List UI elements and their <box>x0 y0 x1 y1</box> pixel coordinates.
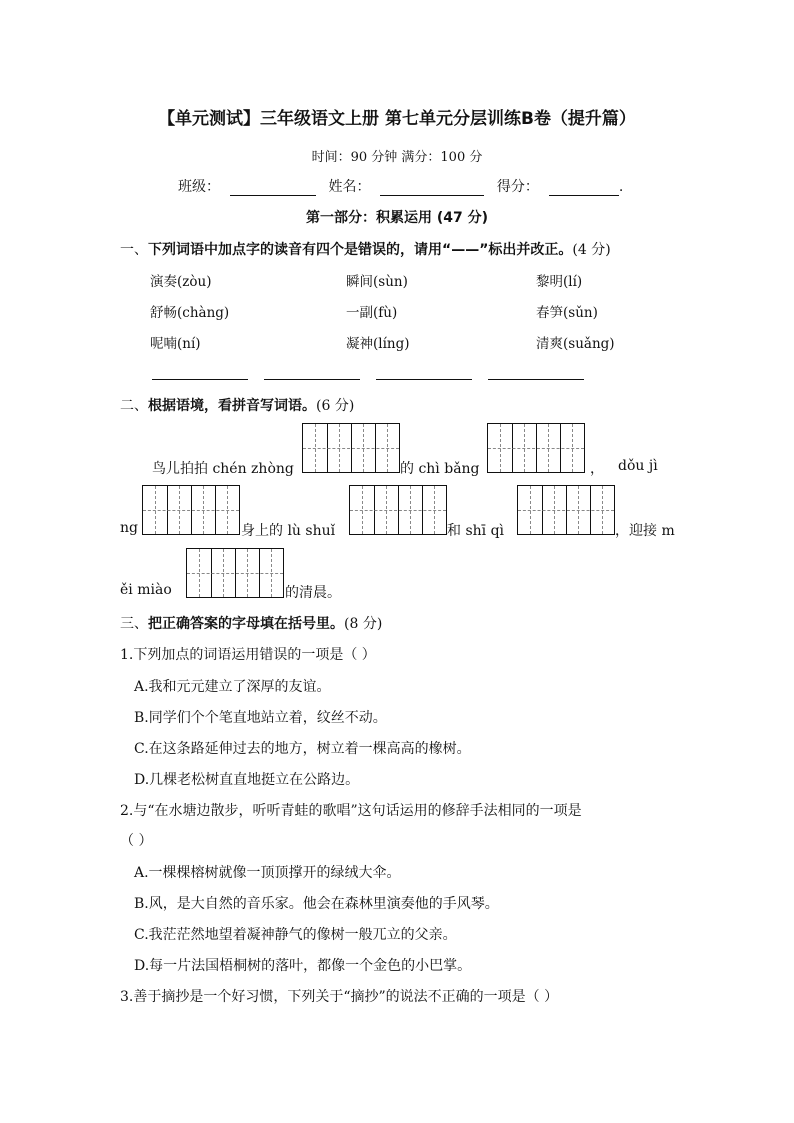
q1-word: 瞬间(sùn) <box>346 274 408 290</box>
q3-1-stem: 1.下列加点的词语运用错误的一项是（ ） <box>120 647 376 663</box>
student-info-row <box>178 176 623 196</box>
pinyin-writing-grid[interactable] <box>302 423 400 473</box>
q2-line2-c: 和 shī qì <box>447 523 505 539</box>
q1-answer-blank[interactable] <box>152 378 248 380</box>
q2-line3-b: 的清晨。 <box>285 585 341 601</box>
q1-word: 凝神(líng) <box>346 336 410 352</box>
q1-word: 春笋(sǔn) <box>536 305 598 321</box>
pinyin-writing-grid[interactable] <box>186 548 284 598</box>
q3-2-option-c: C.我茫茫然地望着凝神静气的像树一般兀立的父亲。 <box>134 927 457 943</box>
q3-text: 把正确答案的字母填在括号里。 <box>148 616 344 632</box>
q1-word: 演奏(zòu) <box>150 274 212 290</box>
q1-word: 呢喃(ní) <box>150 336 201 352</box>
q3-2-option-a: A.一棵棵榕树就像一顶顶撑开的绿绒大伞。 <box>134 865 401 881</box>
q2-line1-d: dǒu jì <box>618 458 658 474</box>
exam-time-score: 时间：90 分钟 满分：100 分 <box>311 150 483 165</box>
q3-prefix: 三、 <box>120 616 148 632</box>
q1-word: 清爽(suǎng) <box>536 336 615 352</box>
q1-answer-blank[interactable] <box>376 378 472 380</box>
q1-word: 一副(fù) <box>346 305 398 321</box>
q3-1-option-c: C.在这条路延伸过去的地方，树立着一棵高高的橡树。 <box>134 741 471 757</box>
q2-text: 根据语境，看拼音写词语。 <box>148 398 316 414</box>
pinyin-writing-grid[interactable] <box>487 423 585 473</box>
q3-1-option-a: A.我和元元建立了深厚的友谊。 <box>134 679 331 695</box>
class-label: 班级： <box>178 179 220 195</box>
q2-line3-a: ěi miào <box>120 582 172 598</box>
pinyin-writing-grid[interactable] <box>142 485 240 535</box>
q3-1-option-d: D.几棵老松树直直地挺立在公路边。 <box>134 772 360 788</box>
q2-line2-d: ，迎接 m <box>615 523 675 539</box>
q1-prefix: 一、 <box>120 242 148 258</box>
name-label: 姓名： <box>328 179 371 195</box>
pinyin-writing-grid[interactable] <box>349 485 447 535</box>
q2-line1-a: 鸟儿拍拍 chén zhòng <box>152 461 294 477</box>
exam-title: 【单元测试】三年级语文上册 第七单元分层训练B卷（提升篇） <box>158 109 636 129</box>
q1-answer-blank[interactable] <box>264 378 360 380</box>
q2-line1-b: 的 chì bǎng <box>400 461 480 477</box>
q3-1-option-b: B.同学们个个笔直地站立着，纹丝不动。 <box>134 710 387 726</box>
q1-answer-blank[interactable] <box>488 378 584 380</box>
q2-line2-a: ng <box>120 520 138 536</box>
q3-2-stem-cont: （ ） <box>120 833 153 849</box>
score-blank[interactable] <box>549 181 619 196</box>
class-blank[interactable] <box>230 181 316 196</box>
score-label: 得分： <box>496 179 539 195</box>
score-end: . <box>618 179 624 195</box>
q3-3-stem: 3.善于摘抄是一个好习惯，下列关于“摘抄”的说法不正确的一项是（ ） <box>120 989 559 1005</box>
q2-line1-c: ， <box>590 461 604 477</box>
q1-points: (4 分) <box>572 242 611 258</box>
q2-heading <box>120 395 354 415</box>
q2-line2-b: 身上的 lù shuǐ <box>241 523 336 539</box>
q1-word: 黎明(lí) <box>536 274 583 290</box>
q3-2-option-b: B.风，是大自然的音乐家。他会在森林里演奏他的手风琴。 <box>134 896 499 912</box>
q1-heading <box>120 239 611 259</box>
q1-word: 舒畅(chàng) <box>150 305 230 321</box>
q2-prefix: 二、 <box>120 398 148 414</box>
name-blank[interactable] <box>380 181 484 196</box>
pinyin-writing-grid[interactable] <box>517 485 615 535</box>
q2-points: (6 分) <box>316 398 355 414</box>
q3-heading <box>120 613 382 633</box>
q3-2-stem: 2.与“在水塘边散步，听听青蛙的歌唱”这句话运用的修辞手法相同的一项是 <box>120 803 582 819</box>
q1-text: 下列词语中加点字的读音有四个是错误的，请用“——”标出并改正。 <box>148 242 573 258</box>
q3-2-option-d: D.每一片法国梧桐树的落叶，都像一个金色的小巴掌。 <box>134 958 472 974</box>
part1-heading: 第一部分：积累运用 (47 分) <box>305 210 489 226</box>
q3-points: (8 分) <box>344 616 383 632</box>
